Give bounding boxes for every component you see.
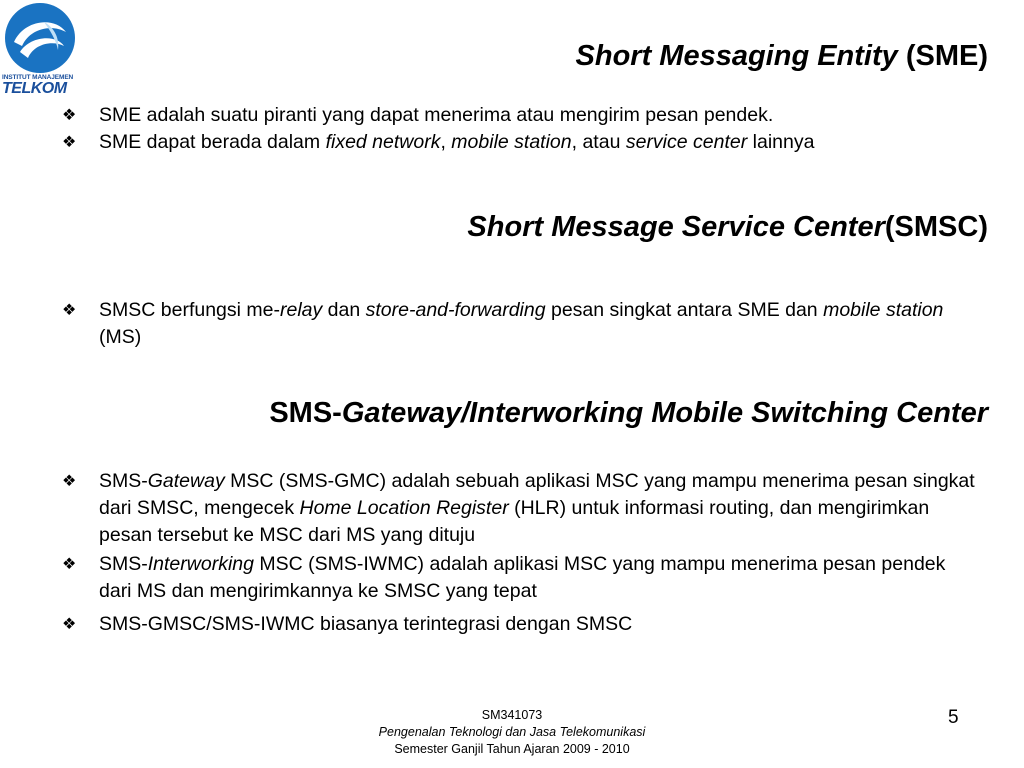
bullet-diamond-icon: ❖ <box>62 134 77 151</box>
list-item: ❖ SMSC berfungsi me-relay dan store-and-forwarding pesan singkat antara SME dan mobile station (MS) <box>62 299 944 348</box>
list-item: ❖ SME dapat berada dalam fixed network, mobile station, atau service center lainnya <box>62 129 982 156</box>
footer-course-code: SM341073 <box>481 708 543 722</box>
heading-sme <box>576 40 988 73</box>
smsc-bullet-list <box>62 297 982 351</box>
slide-footer <box>300 707 724 758</box>
bullet-diamond-icon: ❖ <box>62 302 77 319</box>
heading-smsc-italic: Short Message Service Center <box>467 211 885 243</box>
bullet-diamond-icon: ❖ <box>62 107 77 124</box>
list-item: ❖ SMS-Interworking MSC (SMS-IWMC) adalah aplikasi MSC yang mampu menerima pesan pendek dari MS dan mengirimkannya ke SMSC yang tepat <box>62 553 946 602</box>
logo-institution-text: INSTITUT MANAJEMEN <box>2 74 74 81</box>
telkom-logo <box>2 2 80 98</box>
page-number: 5 <box>948 707 959 728</box>
heading-sme-rest: (SME) <box>897 40 988 72</box>
footer-semester: Semester Ganjil Tahun Ajaran 2009 - 2010 <box>394 742 630 756</box>
footer-course-title: Pengenalan Teknologi dan Jasa Telekomunikasi <box>378 725 646 739</box>
heading-smsc-rest: (SMSC) <box>884 211 988 243</box>
list-item: ❖ SMS-Gateway MSC (SMS-GMC) adalah sebuah aplikasi MSC yang mampu menerima pesan singkat dari SMSC, mengecek Home Location Register (HLR) untuk informasi routing, dan mengirimkan pesan tersebut ke MSC dari MS yang dituju <box>62 470 975 546</box>
heading-gateway-plain: SMS- <box>269 397 342 429</box>
list-item: ❖ SMS-GMSC/SMS-IWMC biasanya terintegrasi dengan SMSC <box>62 611 982 638</box>
heading-sme-italic: Short Messaging Entity <box>575 40 898 72</box>
list-item: ❖ SME adalah suatu piranti yang dapat menerima atau mengirim pesan pendek. <box>62 102 982 129</box>
bullet-diamond-icon: ❖ <box>62 556 77 573</box>
heading-gateway-italic: Gateway/Interworking Mobile Switching Center <box>341 397 988 429</box>
sme-bullet-list <box>62 102 982 156</box>
bullet-diamond-icon: ❖ <box>62 616 77 633</box>
bullet-diamond-icon: ❖ <box>62 473 77 490</box>
heading-gateway <box>269 397 988 430</box>
telkom-logo-icon <box>4 2 76 74</box>
heading-smsc <box>467 211 988 244</box>
logo-brand-text: TELKOM <box>2 80 67 97</box>
gateway-bullet-list <box>62 468 982 638</box>
